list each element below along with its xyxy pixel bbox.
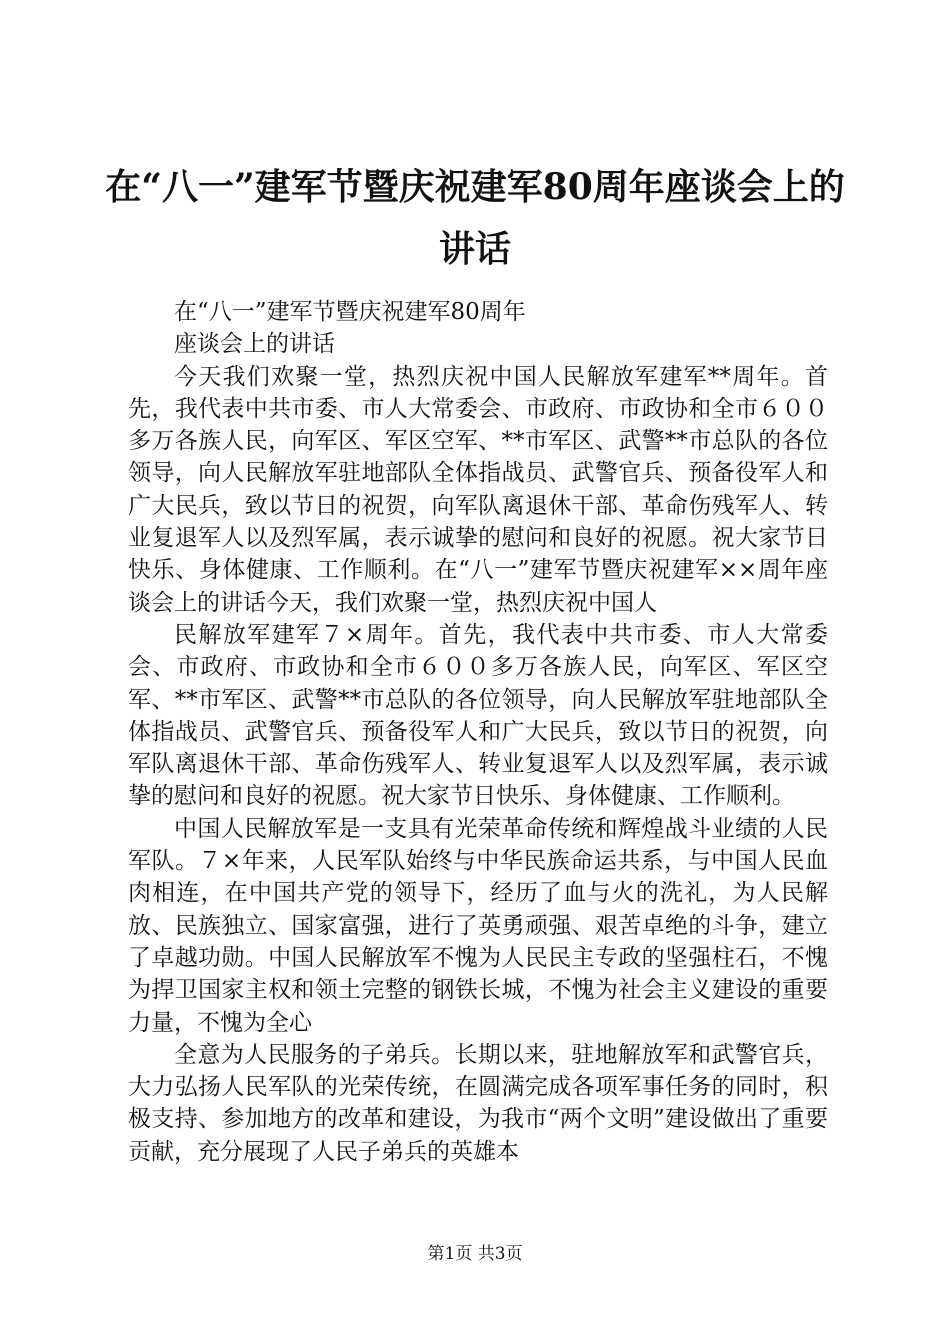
document-body: [128, 296, 828, 1168]
paragraph: 中国人民解放军是一支具有光荣革命传统和辉煌战斗业绩的人民军队。７×年来，人民军队始终与中华民族命运共系，与中国人民血肉相连，在中国共产党的领导下，经历了血与火的洗礼，为人民解放、民族独立、国家富强，进行了英勇顽强、艰苦卓绝的斗争，建立了卓越功勋。中国人民解放军不愧为人民民主专政的坚强柱石，不愧为捍卫国家主权和领土完整的钢铁长城，不愧为社会主义建设的重要力量，不愧为全心: [128, 815, 828, 1036]
page-number-footer: 第1页 共3页: [427, 1244, 523, 1264]
document-title: 在“八一”建军节暨庆祝建军80周年座谈会上的讲话: [105, 166, 845, 270]
paragraph: 民解放军建军７×周年。首先，我代表中共市委、市人大常委会、市政府、市政协和全市６００多万各族人民，向军区、军区空军、**市军区、武警**市总队的各位领导，向人民解放军驻地部队全体指战员、武警官兵、预备役军人和广大民兵，致以节日的祝贺，向军队离退休干部、革命伤残军人、转业复退军人以及烈军属，表示诚挚的慰问和良好的祝愿。祝大家节日快乐、身体健康、工作顺利。: [128, 621, 828, 810]
paragraph: 在“八一”建军节暨庆祝建军80周年: [174, 299, 526, 325]
paragraph: 全意为人民服务的子弟兵。长期以来，驻地解放军和武警官兵，大力弘扬人民军队的光荣传统，在圆满完成各项军事任务的同时，积极支持、参加地方的改革和建设，为我市“两个文明”建设做出了重要贡献，充分展现了人民子弟兵的英雄本: [128, 1041, 828, 1165]
paragraph: 今天我们欢聚一堂，热烈庆祝中国人民解放军建军**周年。首先，我代表中共市委、市人大常委会、市政府、市政协和全市６００多万各族人民，向军区、军区空军、**市军区、武警**市总队的各位领导，向人民解放军驻地部队全体指战员、武警官兵、预备役军人和广大民兵，致以节日的祝贺，向军队离退休干部、革命伤残军人、转业复退军人以及烈军属，表示诚挚的慰问和良好的祝愿。祝大家节日快乐、身体健康、工作顺利。在“八一”建军节暨庆祝建军××周年座谈会上的讲话今天，我们欢聚一堂，热烈庆祝中国人: [128, 363, 828, 616]
paragraph: 座谈会上的讲话: [174, 331, 335, 358]
